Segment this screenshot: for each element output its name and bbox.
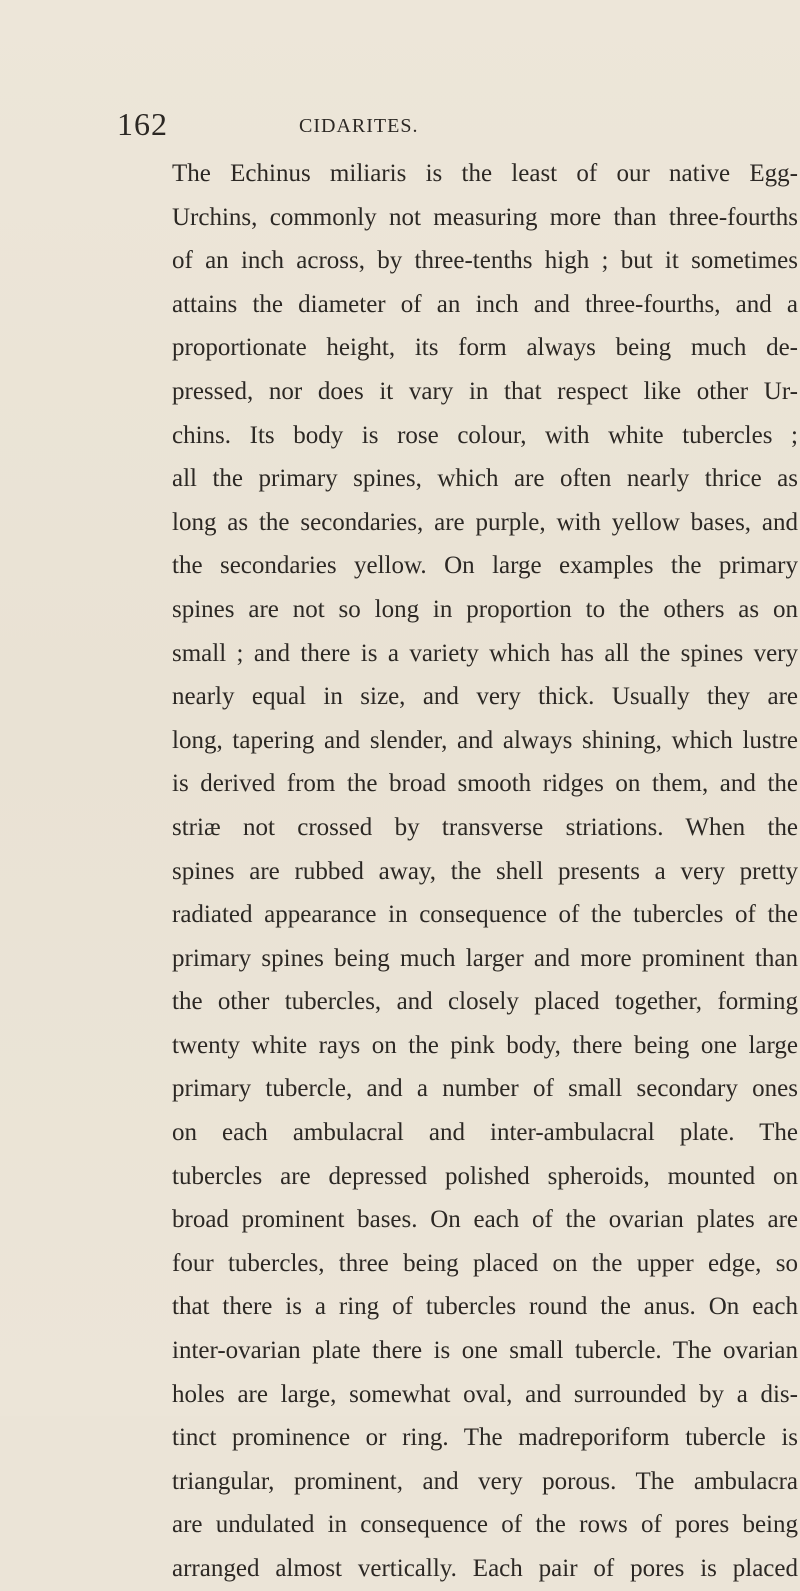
- body-text: [172, 152, 798, 1591]
- text-line: holes are large, somewhat oval, and surrounded by a dis-: [172, 1380, 798, 1408]
- running-head: CIDARITES.: [299, 115, 419, 137]
- text-line: the other tubercles, and closely placed together, forming: [172, 988, 798, 1016]
- text-line: arranged almost vertically. Each pair of pores is placed: [172, 1555, 798, 1582]
- text-line: attains the diameter of an inch and three-fourths, and a: [172, 290, 798, 318]
- text-line: small ; and there is a variety which has all the spines very: [172, 639, 798, 667]
- text-line: proportionate height, its form always being much de-: [172, 334, 798, 362]
- text-line: is derived from the broad smooth ridges on them, and the: [172, 770, 798, 798]
- text-line: primary spines being much larger and more prominent than: [172, 944, 798, 972]
- text-line: are undulated in consequence of the rows of pores being: [172, 1511, 798, 1539]
- text-line: The Echinus miliaris is the least of our native Egg-: [172, 160, 798, 187]
- text-line: all the primary spines, which are often nearly thrice as: [172, 465, 798, 493]
- text-line: pressed, nor does it vary in that respect like other Ur-: [172, 377, 798, 405]
- text-line: spines are rubbed away, the shell presents a very pretty: [172, 857, 798, 885]
- text-line: twenty white rays on the pink body, there being one large: [172, 1031, 798, 1059]
- text-line: long as the secondaries, are purple, with yellow bases, and: [172, 508, 798, 536]
- text-line: radiated appearance in consequence of the tubercles of the: [172, 901, 798, 929]
- text-line: spines are not so long in proportion to the others as on: [172, 595, 798, 623]
- text-line: broad prominent bases. On each of the ovarian plates are: [172, 1206, 798, 1234]
- page-header: [117, 104, 677, 144]
- text-line: inter-ovarian plate there is one small tubercle. The ovarian: [172, 1337, 798, 1365]
- text-line: primary tubercle, and a number of small secondary ones: [172, 1075, 798, 1103]
- text-line: on each ambulacral and inter-ambulacral plate. The: [172, 1119, 798, 1147]
- text-line: of an inch across, by three-tenths high ; but it sometimes: [172, 247, 798, 275]
- text-line: tinct prominence or ring. The madreporiform tubercle is: [172, 1424, 798, 1452]
- text-line: chins. Its body is rose colour, with white tubercles ;: [172, 421, 798, 449]
- text-line: triangular, prominent, and very porous. The ambulacra: [172, 1467, 798, 1495]
- page-number: 162: [117, 106, 168, 142]
- text-line: four tubercles, three being placed on the upper edge, so: [172, 1249, 798, 1277]
- text-line: nearly equal in size, and very thick. Usually they are: [172, 683, 798, 711]
- text-line: tubercles are depressed polished spheroids, mounted on: [172, 1162, 798, 1190]
- text-line: long, tapering and slender, and always shining, which lustre: [172, 726, 798, 754]
- text-line: that there is a ring of tubercles round the anus. On each: [172, 1293, 798, 1321]
- text-line: Urchins, commonly not measuring more than three-fourths: [172, 203, 798, 231]
- text-line: the secondaries yellow. On large examples the primary: [172, 552, 798, 580]
- text-line: striæ not crossed by transverse striations. When the: [172, 813, 798, 841]
